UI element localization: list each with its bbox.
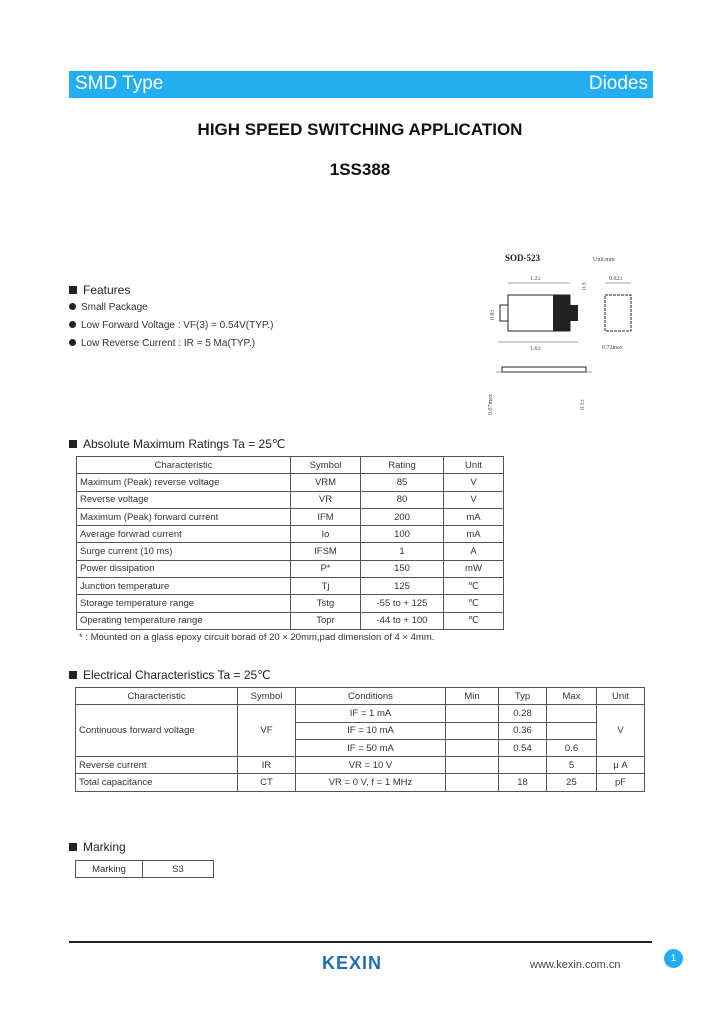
table-cell: [499, 757, 547, 774]
table-cell: S3: [143, 861, 214, 878]
table-cell: 85: [361, 474, 444, 491]
marking-heading: [69, 840, 126, 854]
features-heading: [69, 283, 130, 297]
table-cell: 0.6: [547, 739, 597, 756]
table-header-cell: Symbol: [291, 457, 361, 474]
package-dim-depth: 0.62±: [609, 276, 623, 282]
table-cell: 150: [361, 560, 444, 577]
table-row: [76, 705, 645, 722]
abs-max-heading: [69, 437, 285, 451]
table-cell: VF: [238, 705, 296, 757]
table-cell: Continuous forward voltage: [76, 705, 238, 757]
table-row: [77, 543, 504, 560]
table-cell: [446, 739, 499, 756]
document-title: HIGH SPEED SWITCHING APPLICATION: [197, 120, 523, 139]
abs-max-footnote: * : Mounted on a glass epoxy circuit borad of 20 × 20mm,pad dimension of 4 × 4mm.: [79, 632, 435, 643]
part-number: 1SS388: [329, 160, 391, 179]
table-row: [77, 578, 504, 595]
table-header-cell: Symbol: [238, 688, 296, 705]
table-cell: 125: [361, 578, 444, 595]
table-cell: Operating temperature range: [77, 612, 291, 629]
bullet-icon: [69, 303, 76, 310]
table-header-cell: Rating: [361, 457, 444, 474]
table-cell: 1: [361, 543, 444, 560]
table-cell: 0.28: [499, 705, 547, 722]
table-cell: IF = 1 mA: [296, 705, 446, 722]
table-cell: mW: [444, 560, 504, 577]
table-cell: A: [444, 543, 504, 560]
table-cell: Maximum (Peak) forward current: [77, 508, 291, 525]
table-header-cell: Characteristic: [76, 688, 238, 705]
table-cell: Average forwrad current: [77, 526, 291, 543]
table-cell: Junction temperature: [77, 578, 291, 595]
table-header-row: [76, 688, 645, 705]
table-row: [76, 861, 214, 878]
table-cell: P*: [291, 560, 361, 577]
square-bullet-icon: [69, 843, 77, 851]
marking-table: [75, 860, 214, 878]
table-cell: VR: [291, 491, 361, 508]
table-cell: -44 to + 100: [361, 612, 444, 629]
table-cell: -55 to + 125: [361, 595, 444, 612]
table-row: [77, 526, 504, 543]
package-side-view: [605, 295, 631, 331]
package-name: SOD-523: [505, 253, 541, 263]
table-cell: V: [597, 705, 645, 757]
table-cell: ℃: [444, 578, 504, 595]
table-cell: [547, 722, 597, 739]
abs-max-table: [76, 456, 504, 630]
table-cell: IR: [238, 757, 296, 774]
square-bullet-icon: [69, 440, 77, 448]
package-dim-width: 1.2±: [530, 276, 541, 282]
table-cell: [446, 774, 499, 791]
table-cell: Power dissipation: [77, 560, 291, 577]
page-number: 1: [664, 949, 683, 968]
feature-text: Low Reverse Current : IR = 5 Ma(TYP.): [81, 338, 256, 349]
table-cell: 25: [547, 774, 597, 791]
header-category: Diodes: [588, 73, 648, 94]
table-cell: 0.36: [499, 722, 547, 739]
table-cell: 18: [499, 774, 547, 791]
table-row: [76, 757, 645, 774]
table-cell: Total capacitance: [76, 774, 238, 791]
table-header-cell: Unit: [444, 457, 504, 474]
table-cell: 0.54: [499, 739, 547, 756]
table-cell: Surge current (10 ms): [77, 543, 291, 560]
table-row: [77, 560, 504, 577]
table-row: [76, 774, 645, 791]
feature-text: Low Forward Voltage : VF(3) = 0.54V(TYP.): [81, 320, 274, 331]
table-cell: IFM: [291, 508, 361, 525]
package-lead-right: [570, 305, 578, 321]
table-header-cell: Typ: [499, 688, 547, 705]
table-cell: mA: [444, 508, 504, 525]
package-dim-standoff: 0.07max: [488, 394, 494, 415]
website-link[interactable]: www.kexin.com.cn: [530, 959, 621, 971]
table-cell: Reverse voltage: [77, 491, 291, 508]
table-cell: Storage temperature range: [77, 595, 291, 612]
footer-divider: [69, 941, 652, 943]
package-dim-length: 1.6±: [530, 346, 541, 352]
package-drawing: [480, 250, 640, 420]
table-cell: 5: [547, 757, 597, 774]
table-cell: ℃: [444, 612, 504, 629]
header-bar: [69, 71, 653, 98]
feature-text: Small Package: [81, 302, 148, 313]
feature-item: [69, 301, 273, 319]
table-row: [77, 612, 504, 629]
bullet-icon: [69, 339, 76, 346]
table-cell: 200: [361, 508, 444, 525]
elec-table: [75, 687, 645, 792]
table-cell: ℃: [444, 595, 504, 612]
feature-item: [69, 319, 273, 337]
table-row: [77, 508, 504, 525]
table-cell: Io: [291, 526, 361, 543]
package-unit: Unit:mm: [593, 257, 615, 263]
table-cell: pF: [597, 774, 645, 791]
square-bullet-icon: [69, 671, 77, 679]
table-cell: μ A: [597, 757, 645, 774]
package-profile: [502, 367, 586, 372]
table-row: [77, 491, 504, 508]
table-cell: V: [444, 491, 504, 508]
elec-title: Electrical Characteristics Ta = 25℃: [83, 668, 271, 682]
table-cell: IF = 10 mA: [296, 722, 446, 739]
table-cell: VR = 10 V: [296, 757, 446, 774]
table-header-cell: Unit: [597, 688, 645, 705]
table-cell: IFSM: [291, 543, 361, 560]
package-dim-height: 0.8±: [490, 309, 496, 320]
table-header-row: [77, 457, 504, 474]
package-cathode-band: [553, 295, 570, 331]
header-type: SMD Type: [75, 73, 164, 94]
table-cell: [446, 757, 499, 774]
package-dim-max-height: 0.72max: [602, 345, 623, 351]
square-bullet-icon: [69, 286, 77, 294]
feature-item: [69, 337, 273, 355]
table-cell: [446, 722, 499, 739]
table-header-cell: Min: [446, 688, 499, 705]
package-dim-lead: 0.1±: [580, 399, 586, 410]
features-list: [69, 301, 273, 355]
table-cell: VRM: [291, 474, 361, 491]
table-cell: mA: [444, 526, 504, 543]
elec-heading: [69, 668, 271, 682]
table-row: [77, 595, 504, 612]
table-header-cell: Max: [547, 688, 597, 705]
marking-title: Marking: [83, 840, 126, 854]
package-dim-pitch: 0.3: [582, 282, 588, 290]
table-cell: VR = 0 V, f = 1 MHz: [296, 774, 446, 791]
table-cell: V: [444, 474, 504, 491]
table-cell: IF = 50 mA: [296, 739, 446, 756]
company-logo: KEXIN: [322, 953, 383, 973]
table-cell: 80: [361, 491, 444, 508]
table-cell: [547, 705, 597, 722]
table-cell: Topr: [291, 612, 361, 629]
abs-max-title: Absolute Maximum Ratings Ta = 25℃: [83, 437, 286, 451]
table-cell: Tj: [291, 578, 361, 595]
table-cell: Maximum (Peak) reverse voltage: [77, 474, 291, 491]
table-cell: [446, 705, 499, 722]
features-title: Features: [83, 283, 131, 297]
table-header-cell: Characteristic: [77, 457, 291, 474]
table-cell: 100: [361, 526, 444, 543]
bullet-icon: [69, 321, 76, 328]
table-cell: Marking: [76, 861, 143, 878]
package-lead-left: [500, 305, 508, 321]
table-cell: Reverse current: [76, 757, 238, 774]
table-header-cell: Conditions: [296, 688, 446, 705]
table-cell: CT: [238, 774, 296, 791]
table-row: [77, 474, 504, 491]
table-cell: Tstg: [291, 595, 361, 612]
